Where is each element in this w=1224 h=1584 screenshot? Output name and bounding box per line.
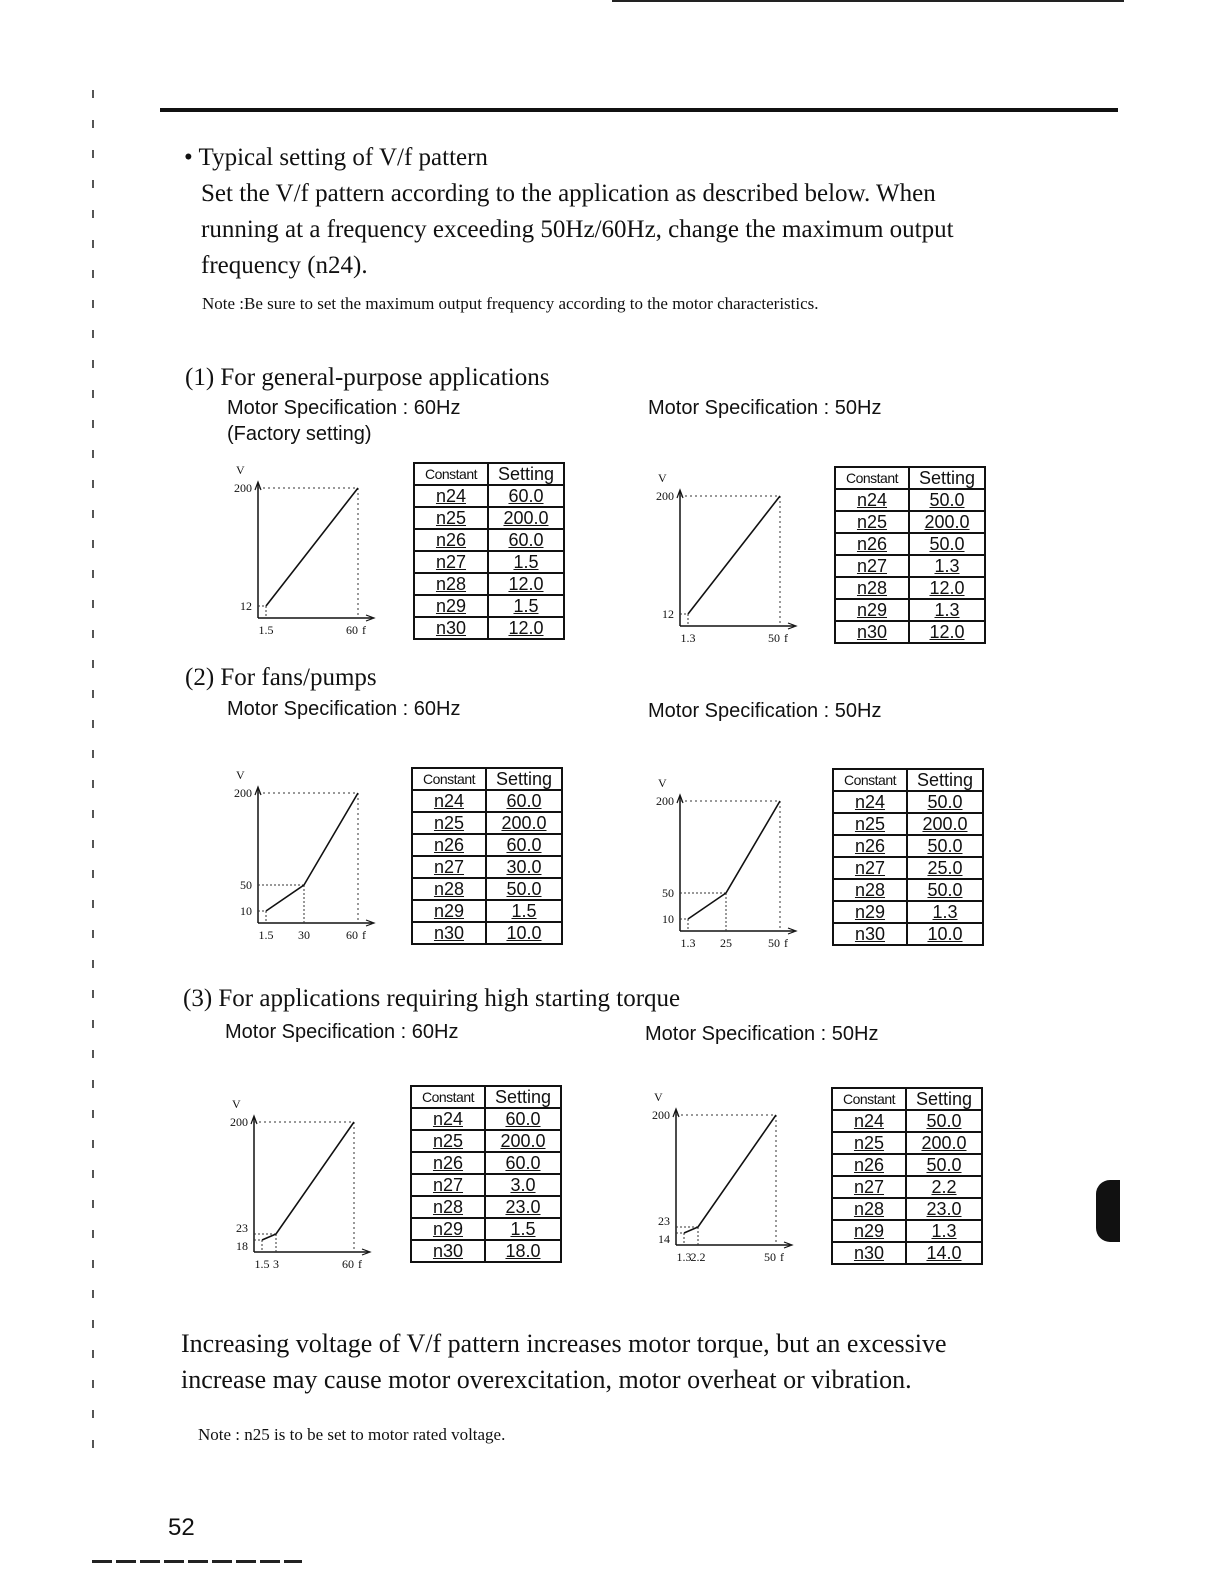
- table-row: [833, 879, 983, 901]
- setting-cell: 60.0: [485, 1108, 561, 1130]
- header-setting: Setting: [486, 768, 562, 790]
- fmax-label: 50: [768, 936, 780, 950]
- vmin-label: 18: [236, 1239, 248, 1253]
- section-3-right-spec: Motor Specification : 50Hz: [645, 1023, 879, 1045]
- closing-paragraph: [181, 1326, 1081, 1398]
- table-header-row: [412, 768, 562, 790]
- setting-cell: 200.0: [488, 507, 564, 529]
- setting-cell: 50.0: [909, 489, 985, 511]
- fmin-label: 1.3: [680, 936, 696, 950]
- setting-cell: 50.0: [907, 791, 983, 813]
- constant-cell: n26: [414, 529, 488, 551]
- footer-rule: [92, 1560, 302, 1563]
- settings-table: [832, 768, 984, 946]
- intro-line: running at a frequency exceeding 50Hz/60Hz, change the maximum output: [201, 216, 954, 243]
- vmax-label: 200: [234, 481, 252, 495]
- table-row: [835, 511, 985, 533]
- constant-cell: n27: [833, 857, 907, 879]
- table-row: [414, 507, 564, 529]
- constant-cell: n29: [412, 900, 486, 922]
- setting-cell: 200.0: [486, 812, 562, 834]
- header-setting: Setting: [488, 463, 564, 485]
- settings-table: [410, 1085, 562, 1263]
- table-row: [835, 621, 985, 643]
- vf-graph: [644, 771, 804, 956]
- setting-cell: 30.0: [486, 856, 562, 878]
- vmax-label: 200: [652, 1108, 670, 1122]
- setting-cell: 18.0: [485, 1240, 561, 1262]
- constant-cell: n24: [414, 485, 488, 507]
- table-row: [835, 533, 985, 555]
- table-row: [832, 1110, 982, 1132]
- setting-cell: 50.0: [907, 835, 983, 857]
- header-setting: Setting: [907, 769, 983, 791]
- constant-cell: n30: [411, 1240, 485, 1262]
- section-1-left-spec: Motor Specification : 60Hz: [227, 397, 461, 419]
- header-constant: Constant: [412, 768, 486, 790]
- setting-cell: 200.0: [485, 1130, 561, 1152]
- constant-cell: n25: [833, 813, 907, 835]
- fmax-label: 50: [768, 631, 780, 645]
- table-row: [412, 878, 562, 900]
- vmin-label: 10: [662, 912, 674, 926]
- table-row: [412, 922, 562, 944]
- constant-cell: n25: [411, 1130, 485, 1152]
- constant-cell: n29: [835, 599, 909, 621]
- vmid-label: 50: [240, 878, 252, 892]
- fmin-label: 1.3: [676, 1250, 692, 1264]
- intro-paragraph: [201, 176, 1081, 284]
- setting-cell: 23.0: [906, 1198, 982, 1220]
- vmid-label: 50: [662, 886, 674, 900]
- setting-cell: 12.0: [488, 617, 564, 639]
- vmin-label: 10: [240, 904, 252, 918]
- constant-cell: n24: [835, 489, 909, 511]
- constant-cell: n25: [412, 812, 486, 834]
- vf-graph: [218, 1092, 378, 1277]
- v-axis-label: V: [232, 1097, 241, 1111]
- v-axis-label: V: [654, 1090, 663, 1104]
- setting-cell: 3.0: [485, 1174, 561, 1196]
- section-tab-marker: [1096, 1180, 1120, 1242]
- closing-line: increase may cause motor overexcitation, motor overheat or vibration.: [181, 1365, 912, 1394]
- table-row: [414, 485, 564, 507]
- constant-cell: n24: [412, 790, 486, 812]
- setting-cell: 12.0: [488, 573, 564, 595]
- constant-cell: n30: [832, 1242, 906, 1264]
- table-row: [411, 1218, 561, 1240]
- vmin-label: 12: [240, 599, 252, 613]
- constant-cell: n25: [832, 1132, 906, 1154]
- section-1-title: (1) For general-purpose applications: [185, 364, 550, 391]
- constant-cell: n27: [414, 551, 488, 573]
- header-setting: Setting: [906, 1088, 982, 1110]
- constant-cell: n26: [411, 1152, 485, 1174]
- table-row: [833, 923, 983, 945]
- page-number: 52: [168, 1514, 195, 1541]
- setting-cell: 1.3: [907, 901, 983, 923]
- table-row: [832, 1242, 982, 1264]
- vf-curve: [266, 793, 358, 911]
- setting-cell: 10.0: [486, 922, 562, 944]
- section-3-left-spec: Motor Specification : 60Hz: [225, 1021, 459, 1043]
- table-row: [833, 835, 983, 857]
- vf-graph-svg: [222, 458, 382, 643]
- table-row: [411, 1174, 561, 1196]
- table-row: [833, 901, 983, 923]
- constant-cell: n29: [832, 1220, 906, 1242]
- settings-table: [411, 767, 563, 945]
- fmid-label: 2.2: [690, 1250, 706, 1264]
- header-setting: Setting: [485, 1086, 561, 1108]
- table-header-row: [832, 1088, 982, 1110]
- setting-cell: 60.0: [488, 529, 564, 551]
- intro-note: Note :Be sure to set the maximum output frequency according to the motor characteristics.: [202, 294, 819, 313]
- table-row: [832, 1176, 982, 1198]
- fmin-label: 1.5: [258, 623, 274, 637]
- section-3-title: (3) For applications requiring high starting torque: [183, 985, 681, 1012]
- setting-cell: 200.0: [907, 813, 983, 835]
- table-row: [832, 1154, 982, 1176]
- constant-cell: n24: [411, 1108, 485, 1130]
- table-row: [414, 595, 564, 617]
- table-row: [412, 856, 562, 878]
- table-row: [412, 834, 562, 856]
- table-row: [412, 900, 562, 922]
- setting-cell: 50.0: [906, 1154, 982, 1176]
- vf-graph-svg: [644, 771, 804, 956]
- constant-cell: n30: [835, 621, 909, 643]
- constant-cell: n28: [411, 1196, 485, 1218]
- setting-cell: 50.0: [907, 879, 983, 901]
- constant-cell: n29: [411, 1218, 485, 1240]
- setting-cell: 50.0: [486, 878, 562, 900]
- setting-cell: 12.0: [909, 577, 985, 599]
- margin-marks: [92, 90, 94, 1470]
- table-header-row: [414, 463, 564, 485]
- constant-cell: n27: [832, 1176, 906, 1198]
- setting-cell: 12.0: [909, 621, 985, 643]
- setting-cell: 25.0: [907, 857, 983, 879]
- constant-cell: n27: [835, 555, 909, 577]
- settings-table: [413, 462, 565, 640]
- vmax-label: 200: [656, 489, 674, 503]
- section-1-right-spec: Motor Specification : 50Hz: [648, 397, 882, 419]
- setting-cell: 50.0: [906, 1110, 982, 1132]
- setting-cell: 1.5: [488, 595, 564, 617]
- v-axis-label: V: [658, 471, 667, 485]
- table-row: [414, 573, 564, 595]
- v-axis-label: V: [236, 463, 245, 477]
- setting-cell: 200.0: [906, 1132, 982, 1154]
- vf-graph: [222, 763, 382, 948]
- table-row: [832, 1198, 982, 1220]
- setting-cell: 23.0: [485, 1196, 561, 1218]
- constant-cell: n30: [833, 923, 907, 945]
- setting-cell: 14.0: [906, 1242, 982, 1264]
- constant-cell: n27: [411, 1174, 485, 1196]
- table-row: [414, 529, 564, 551]
- v-axis-label: V: [236, 768, 245, 782]
- table-header-row: [833, 769, 983, 791]
- constant-cell: n26: [835, 533, 909, 555]
- constant-cell: n27: [412, 856, 486, 878]
- fmin-label: 1.5: [254, 1257, 270, 1271]
- vf-curve: [688, 801, 780, 919]
- f-axis-label: f: [784, 936, 788, 950]
- settings-table: [834, 466, 986, 644]
- table-row: [833, 791, 983, 813]
- fmax-label: 60: [346, 623, 358, 637]
- vf-graph-svg: [222, 763, 382, 948]
- constant-cell: n24: [833, 791, 907, 813]
- section-2-right-spec: Motor Specification : 50Hz: [648, 700, 882, 722]
- table-row: [833, 857, 983, 879]
- section-2-title: (2) For fans/pumps: [185, 664, 377, 691]
- fmid-label: 30: [298, 928, 310, 942]
- setting-cell: 1.5: [486, 900, 562, 922]
- f-axis-label: f: [358, 1257, 362, 1271]
- setting-cell: 1.5: [488, 551, 564, 573]
- constant-cell: n28: [835, 577, 909, 599]
- table-row: [411, 1152, 561, 1174]
- vf-graph: [222, 458, 382, 643]
- closing-line: Increasing voltage of V/f pattern increases motor torque, but an excessive: [181, 1329, 947, 1358]
- vf-curve: [688, 496, 780, 614]
- constant-cell: n26: [833, 835, 907, 857]
- closing-note: Note : n25 is to be set to motor rated voltage.: [198, 1425, 506, 1444]
- table-row: [411, 1108, 561, 1130]
- constant-cell: n29: [833, 901, 907, 923]
- constant-cell: n30: [414, 617, 488, 639]
- constant-cell: n29: [414, 595, 488, 617]
- v-axis-label: V: [658, 776, 667, 790]
- table-row: [411, 1240, 561, 1262]
- constant-cell: n25: [414, 507, 488, 529]
- vmid-label: 23: [658, 1214, 670, 1228]
- setting-cell: 1.3: [909, 599, 985, 621]
- vf-curve: [684, 1115, 776, 1233]
- header-rule: [160, 108, 1118, 112]
- constant-cell: n28: [832, 1198, 906, 1220]
- constant-cell: n26: [412, 834, 486, 856]
- vf-curve: [262, 1122, 354, 1240]
- setting-cell: 1.3: [909, 555, 985, 577]
- fmax-label: 60: [342, 1257, 354, 1271]
- setting-cell: 60.0: [486, 790, 562, 812]
- table-row: [411, 1196, 561, 1218]
- table-row: [414, 617, 564, 639]
- table-row: [411, 1130, 561, 1152]
- vmid-label: 23: [236, 1221, 248, 1235]
- vf-graph-svg: [640, 1085, 800, 1270]
- vf-graph: [644, 466, 804, 651]
- constant-cell: n30: [412, 922, 486, 944]
- header-constant: Constant: [411, 1086, 485, 1108]
- fmax-label: 50: [764, 1250, 776, 1264]
- intro-heading: • Typical setting of V/f pattern: [184, 144, 488, 171]
- setting-cell: 2.2: [906, 1176, 982, 1198]
- table-header-row: [835, 467, 985, 489]
- table-row: [835, 577, 985, 599]
- setting-cell: 60.0: [486, 834, 562, 856]
- table-row: [412, 812, 562, 834]
- vmax-label: 200: [656, 794, 674, 808]
- header-constant: Constant: [835, 467, 909, 489]
- setting-cell: 60.0: [485, 1152, 561, 1174]
- vf-graph: [640, 1085, 800, 1270]
- setting-cell: 1.5: [485, 1218, 561, 1240]
- table-row: [835, 489, 985, 511]
- header-constant: Constant: [832, 1088, 906, 1110]
- fmin-label: 1.5: [258, 928, 274, 942]
- table-row: [832, 1132, 982, 1154]
- intro-line: frequency (n24).: [201, 252, 368, 279]
- header-setting: Setting: [909, 467, 985, 489]
- constant-cell: n24: [832, 1110, 906, 1132]
- f-axis-label: f: [780, 1250, 784, 1264]
- setting-cell: 200.0: [909, 511, 985, 533]
- setting-cell: 60.0: [488, 485, 564, 507]
- fmid-label: 3: [273, 1257, 279, 1271]
- fmid-label: 25: [720, 936, 732, 950]
- table-header-row: [411, 1086, 561, 1108]
- top-rule: [612, 0, 1124, 2]
- vf-graph-svg: [218, 1092, 378, 1277]
- setting-cell: 10.0: [907, 923, 983, 945]
- vmax-label: 200: [230, 1115, 248, 1129]
- header-constant: Constant: [414, 463, 488, 485]
- section-2-left-spec: Motor Specification : 60Hz: [227, 698, 461, 720]
- constant-cell: n28: [414, 573, 488, 595]
- constant-cell: n26: [832, 1154, 906, 1176]
- settings-table: [831, 1087, 983, 1265]
- table-row: [835, 555, 985, 577]
- constant-cell: n25: [835, 511, 909, 533]
- intro-line: Set the V/f pattern according to the application as described below. When: [201, 180, 936, 207]
- f-axis-label: f: [362, 928, 366, 942]
- vf-curve: [266, 488, 358, 606]
- constant-cell: n28: [833, 879, 907, 901]
- vf-graph-svg: [644, 466, 804, 651]
- setting-cell: 50.0: [909, 533, 985, 555]
- f-axis-label: f: [784, 631, 788, 645]
- table-row: [835, 599, 985, 621]
- constant-cell: n28: [412, 878, 486, 900]
- header-constant: Constant: [833, 769, 907, 791]
- table-row: [833, 813, 983, 835]
- table-row: [412, 790, 562, 812]
- fmin-label: 1.3: [680, 631, 696, 645]
- table-row: [832, 1220, 982, 1242]
- vmin-label: 14: [658, 1232, 670, 1246]
- section-1-factory-note: (Factory setting): [227, 423, 372, 445]
- fmax-label: 60: [346, 928, 358, 942]
- vmax-label: 200: [234, 786, 252, 800]
- f-axis-label: f: [362, 623, 366, 637]
- table-row: [414, 551, 564, 573]
- setting-cell: 1.3: [906, 1220, 982, 1242]
- vmin-label: 12: [662, 607, 674, 621]
